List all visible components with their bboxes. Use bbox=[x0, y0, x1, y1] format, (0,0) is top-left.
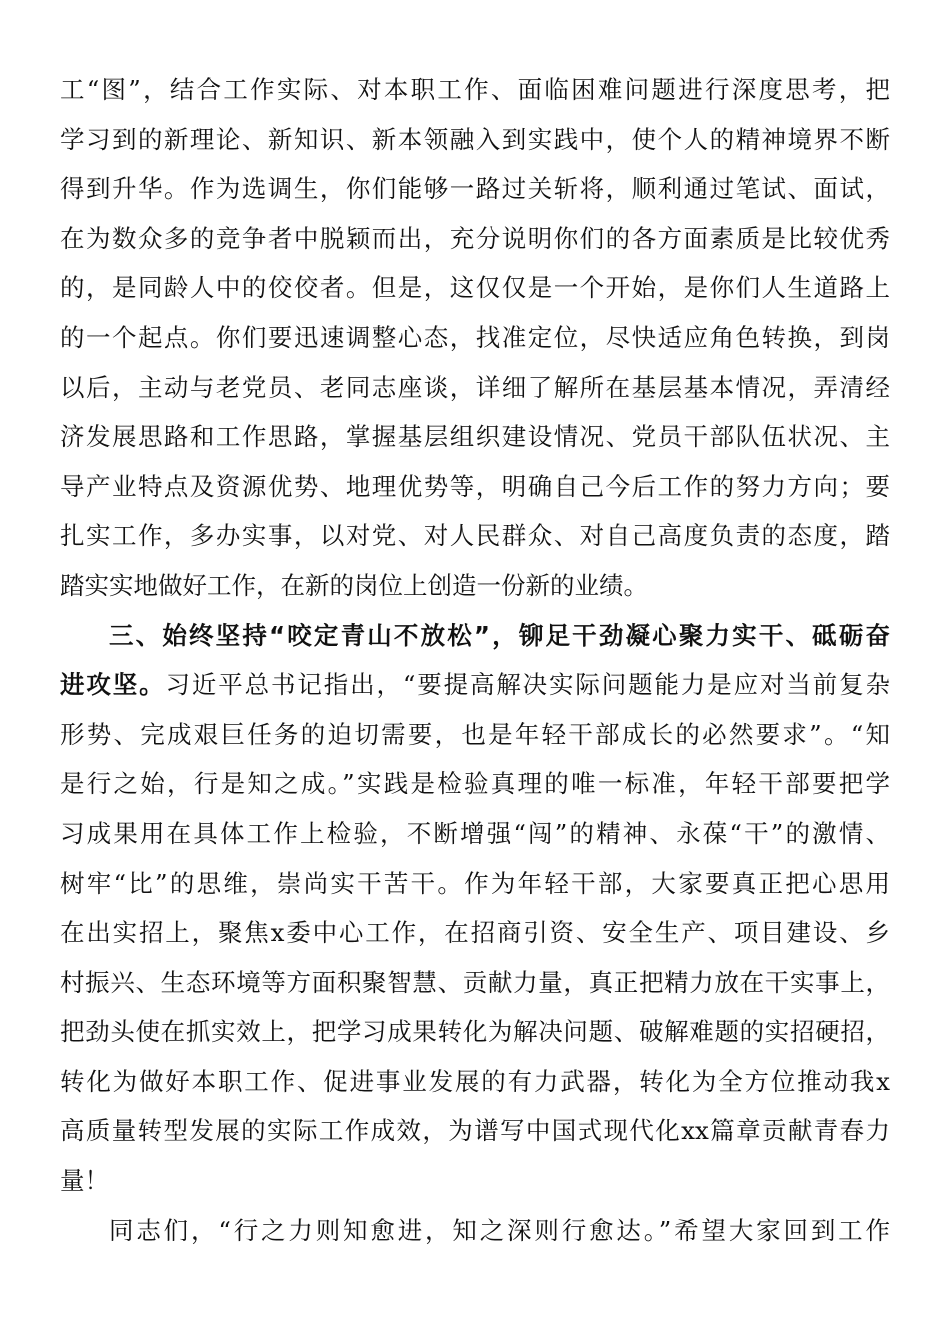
text-line: 在为数众多的竞争者中脱颖而出，充分说明你们的各方面素质是比较优秀 bbox=[60, 223, 890, 253]
section-heading: 三、始终坚持“咬定青山不放松”，铆足干劲凝心聚力实干、砥砺奋 bbox=[109, 620, 890, 650]
text-line: 的一个起点。你们要迅速调整心态，找准定位，尽快适应角色转换，到岗 bbox=[60, 322, 890, 352]
text-line: 以后，主动与老党员、老同志座谈，详细了解所在基层基本情况，弄清经 bbox=[60, 372, 890, 402]
text-line: 把劲头使在抓实效上，把学习成果转化为解决问题、破解难题的实招硬招， bbox=[60, 1017, 890, 1047]
text-line bbox=[60, 660, 890, 710]
text-line: 村振兴、生态环境等方面积聚智慧、贡献力量，真正把精力放在干实事上， bbox=[60, 967, 890, 997]
text-segment: 习近平总书记指出，“要提高解决实际问题能力是应对当前复杂 bbox=[165, 670, 890, 700]
section-heading-end: 进攻坚。 bbox=[60, 670, 166, 700]
document-body bbox=[60, 65, 890, 1255]
text-line: 踏实实地做好工作，在新的岗位上创造一份新的业绩。 bbox=[60, 570, 648, 600]
text-line: 形势、完成艰巨任务的迫切需要，也是年轻干部成长的必然要求”。“知 bbox=[60, 719, 890, 749]
text-line: 扎实工作，多办实事，以对党、对人民群众、对自己高度负责的态度，踏 bbox=[60, 521, 890, 551]
text-line: 习成果用在具体工作上检验，不断增强“闯”的精神、永葆“干”的激情、 bbox=[60, 818, 890, 848]
text-line: 工“图”，结合工作实际、对本职工作、面临困难问题进行深度思考，把 bbox=[60, 75, 890, 104]
paragraph-closing bbox=[60, 1206, 890, 1256]
text-line: 的，是同龄人中的佼佼者。但是，这仅仅是一个开始，是你们人生道路上 bbox=[60, 273, 890, 303]
text-line: 在出实招上，聚焦x委中心工作，在招商引资、安全生产、项目建设、乡 bbox=[60, 918, 890, 948]
text-line: 转化为做好本职工作、促进事业发展的有力武器，转化为全方位推动我x bbox=[60, 1066, 890, 1096]
text-line: 导产业特点及资源优势、地理优势等，明确自己今后工作的努力方向；要 bbox=[60, 471, 890, 501]
text-line: 高质量转型发展的实际工作成效，为谱写中国式现代化xx篇章贡献青春力 bbox=[60, 1116, 890, 1146]
text-line: 得到升华。作为选调生，你们能够一路过关斩将，顺利通过笔试、面试， bbox=[60, 174, 890, 204]
text-line: 济发展思路和工作思路，掌握基层组织建设情况、党员干部队伍状况、主 bbox=[60, 422, 890, 452]
paragraph-section-three bbox=[60, 611, 890, 1206]
text-line: 量！ bbox=[60, 1166, 109, 1196]
text-line: 学习到的新理论、新知识、新本领融入到实践中，使个人的精神境界不断 bbox=[60, 124, 890, 154]
text-line: 是行之始，行是知之成。”实践是检验真理的唯一标准，年轻干部要把学 bbox=[60, 769, 890, 799]
text-line: 同志们，“行之力则知愈进，知之深则行愈达。”希望大家回到工作 bbox=[109, 1215, 890, 1245]
paragraph-youth-cadre-growth bbox=[60, 65, 890, 611]
text-line: 树牢“比”的思维，崇尚实干苦干。作为年轻干部，大家要真正把心思用 bbox=[60, 868, 890, 898]
